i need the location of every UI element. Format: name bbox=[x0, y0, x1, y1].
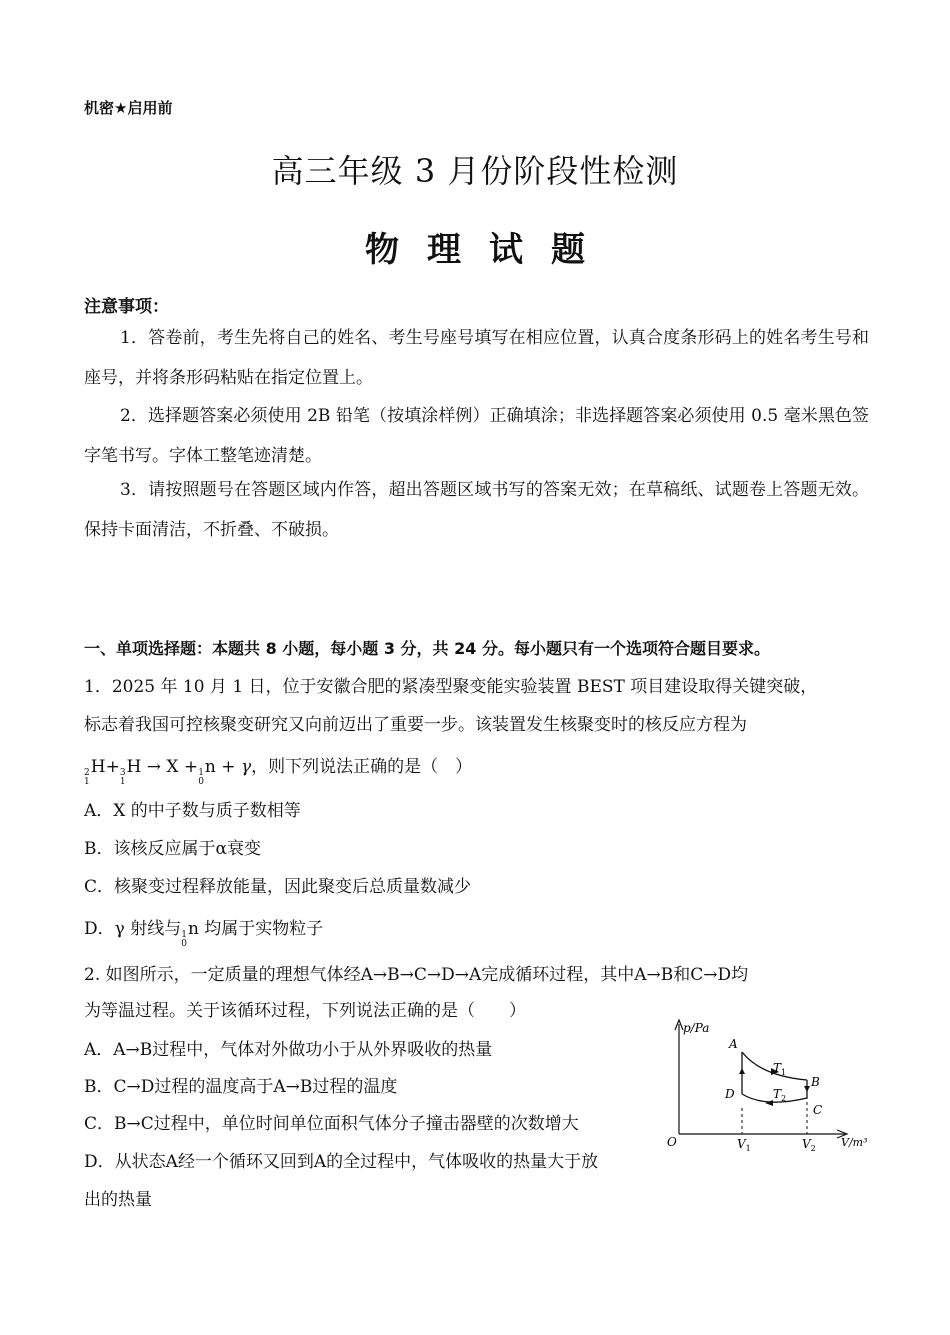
v1-label: $V_1$ bbox=[737, 1137, 751, 1153]
q2-option-d: D．从状态A经一个循环又回到A的全过程中，气体吸收的热量大于放 bbox=[84, 1152, 599, 1172]
subject-title: 物理试题 bbox=[365, 230, 613, 270]
arrow-cd-icon bbox=[765, 1100, 773, 1106]
q1-stem-line-1: 1．2025 年 10 月 1 日，位于安徽合肥的紧凑型聚变能实验装置 BEST 项目建设取得关键突破， bbox=[84, 677, 818, 697]
notice-item-3: 3．请按照题号在答题区域内作答，超出答题区域书写的答案无效；在草稿纸、试题卷上答题无效。保持卡面清洁，不折叠、不破损。 bbox=[84, 480, 869, 540]
q1-stem-line-2: 标志着我国可控核聚变研究又向前迈出了重要一步。该装置发生核聚变时的核反应方程为 bbox=[84, 715, 747, 735]
point-a-label: A bbox=[729, 1037, 738, 1051]
arrow-da-icon bbox=[739, 1068, 745, 1074]
arrow-bc-icon bbox=[804, 1086, 810, 1092]
origin-label: O bbox=[667, 1135, 677, 1149]
q1-equation-line: 2 1 H+ 3 1 H → X + 1 0 n + γ，则下列说法正确的是（ ） bbox=[84, 757, 473, 787]
q1-equation-tail: ，则下列说法正确的是（ ） bbox=[251, 757, 473, 777]
point-d-label: D bbox=[725, 1087, 735, 1101]
q1-option-d: D．γ 射线与 1 0 n 均属于实物粒子 bbox=[84, 919, 324, 949]
t1-label: $T_1$ bbox=[773, 1061, 787, 1077]
q1-option-a: A．X 的中子数与质子数相等 bbox=[84, 801, 301, 821]
notice-item-1: 1．答卷前，考生先将自己的姓名、考生号座号填写在相应位置，认真合度条形码上的姓名考生号和座号，并将条形码粘贴在指定位置上。 bbox=[84, 328, 869, 388]
notice-heading: 注意事项： bbox=[84, 297, 169, 317]
section-heading: 一、单项选择题：本题共 8 小题，每小题 3 分，共 24 分。每小题只有一个选项符合题目要求。 bbox=[84, 639, 770, 658]
notice-item-2: 2．选择题答案必须使用 2B 铅笔（按填涂样例）正确填涂；非选择题答案必须使用 0.5 毫米黑色签字笔书写。字体工整笔迹清楚。 bbox=[84, 406, 869, 466]
nuclide-neutron: 1 0 n bbox=[198, 757, 216, 787]
confidential-label: 机密★启用前 bbox=[84, 99, 173, 117]
nuclide-deuterium: 2 1 H bbox=[84, 757, 106, 787]
q2-stem-line-1: 2. 如图所示，一定质量的理想气体经A→B→C→D→A完成循环过程，其中A→B和C→D均 bbox=[84, 965, 749, 985]
exam-title: 高三年级 3 月份阶段性检测 bbox=[271, 152, 679, 190]
pv-diagram bbox=[665, 1018, 880, 1158]
x-axis-label: V/m³ bbox=[841, 1136, 868, 1149]
t2-label: $T_2$ bbox=[773, 1087, 787, 1103]
q1-option-c: C．核聚变过程释放能量，因此聚变后总质量数减少 bbox=[84, 877, 472, 897]
q2-stem-line-2: 为等温过程。关于该循环过程，下列说法正确的是（ ） bbox=[84, 1001, 526, 1021]
q2-option-d-continued: 出的热量 bbox=[84, 1190, 152, 1210]
v2-label: $V_2$ bbox=[802, 1137, 816, 1153]
point-c-label: C bbox=[813, 1103, 823, 1117]
q1-option-b: B．该核反应属于α衰变 bbox=[84, 839, 261, 859]
y-axis-label: p/Pa bbox=[683, 1021, 710, 1035]
q2-option-b: B．C→D过程的温度高于A→B过程的温度 bbox=[84, 1077, 398, 1097]
q2-option-c: C．B→C过程中，单位时间单位面积气体分子撞击器壁的次数增大 bbox=[84, 1114, 579, 1134]
nuclide-tritium: 3 1 H bbox=[119, 757, 142, 787]
nuclide-neutron-small: 1 0 bbox=[181, 930, 187, 949]
q2-option-a: A．A→B过程中，气体对外做功小于从外界吸收的热量 bbox=[84, 1040, 493, 1060]
point-b-label: B bbox=[811, 1075, 820, 1089]
